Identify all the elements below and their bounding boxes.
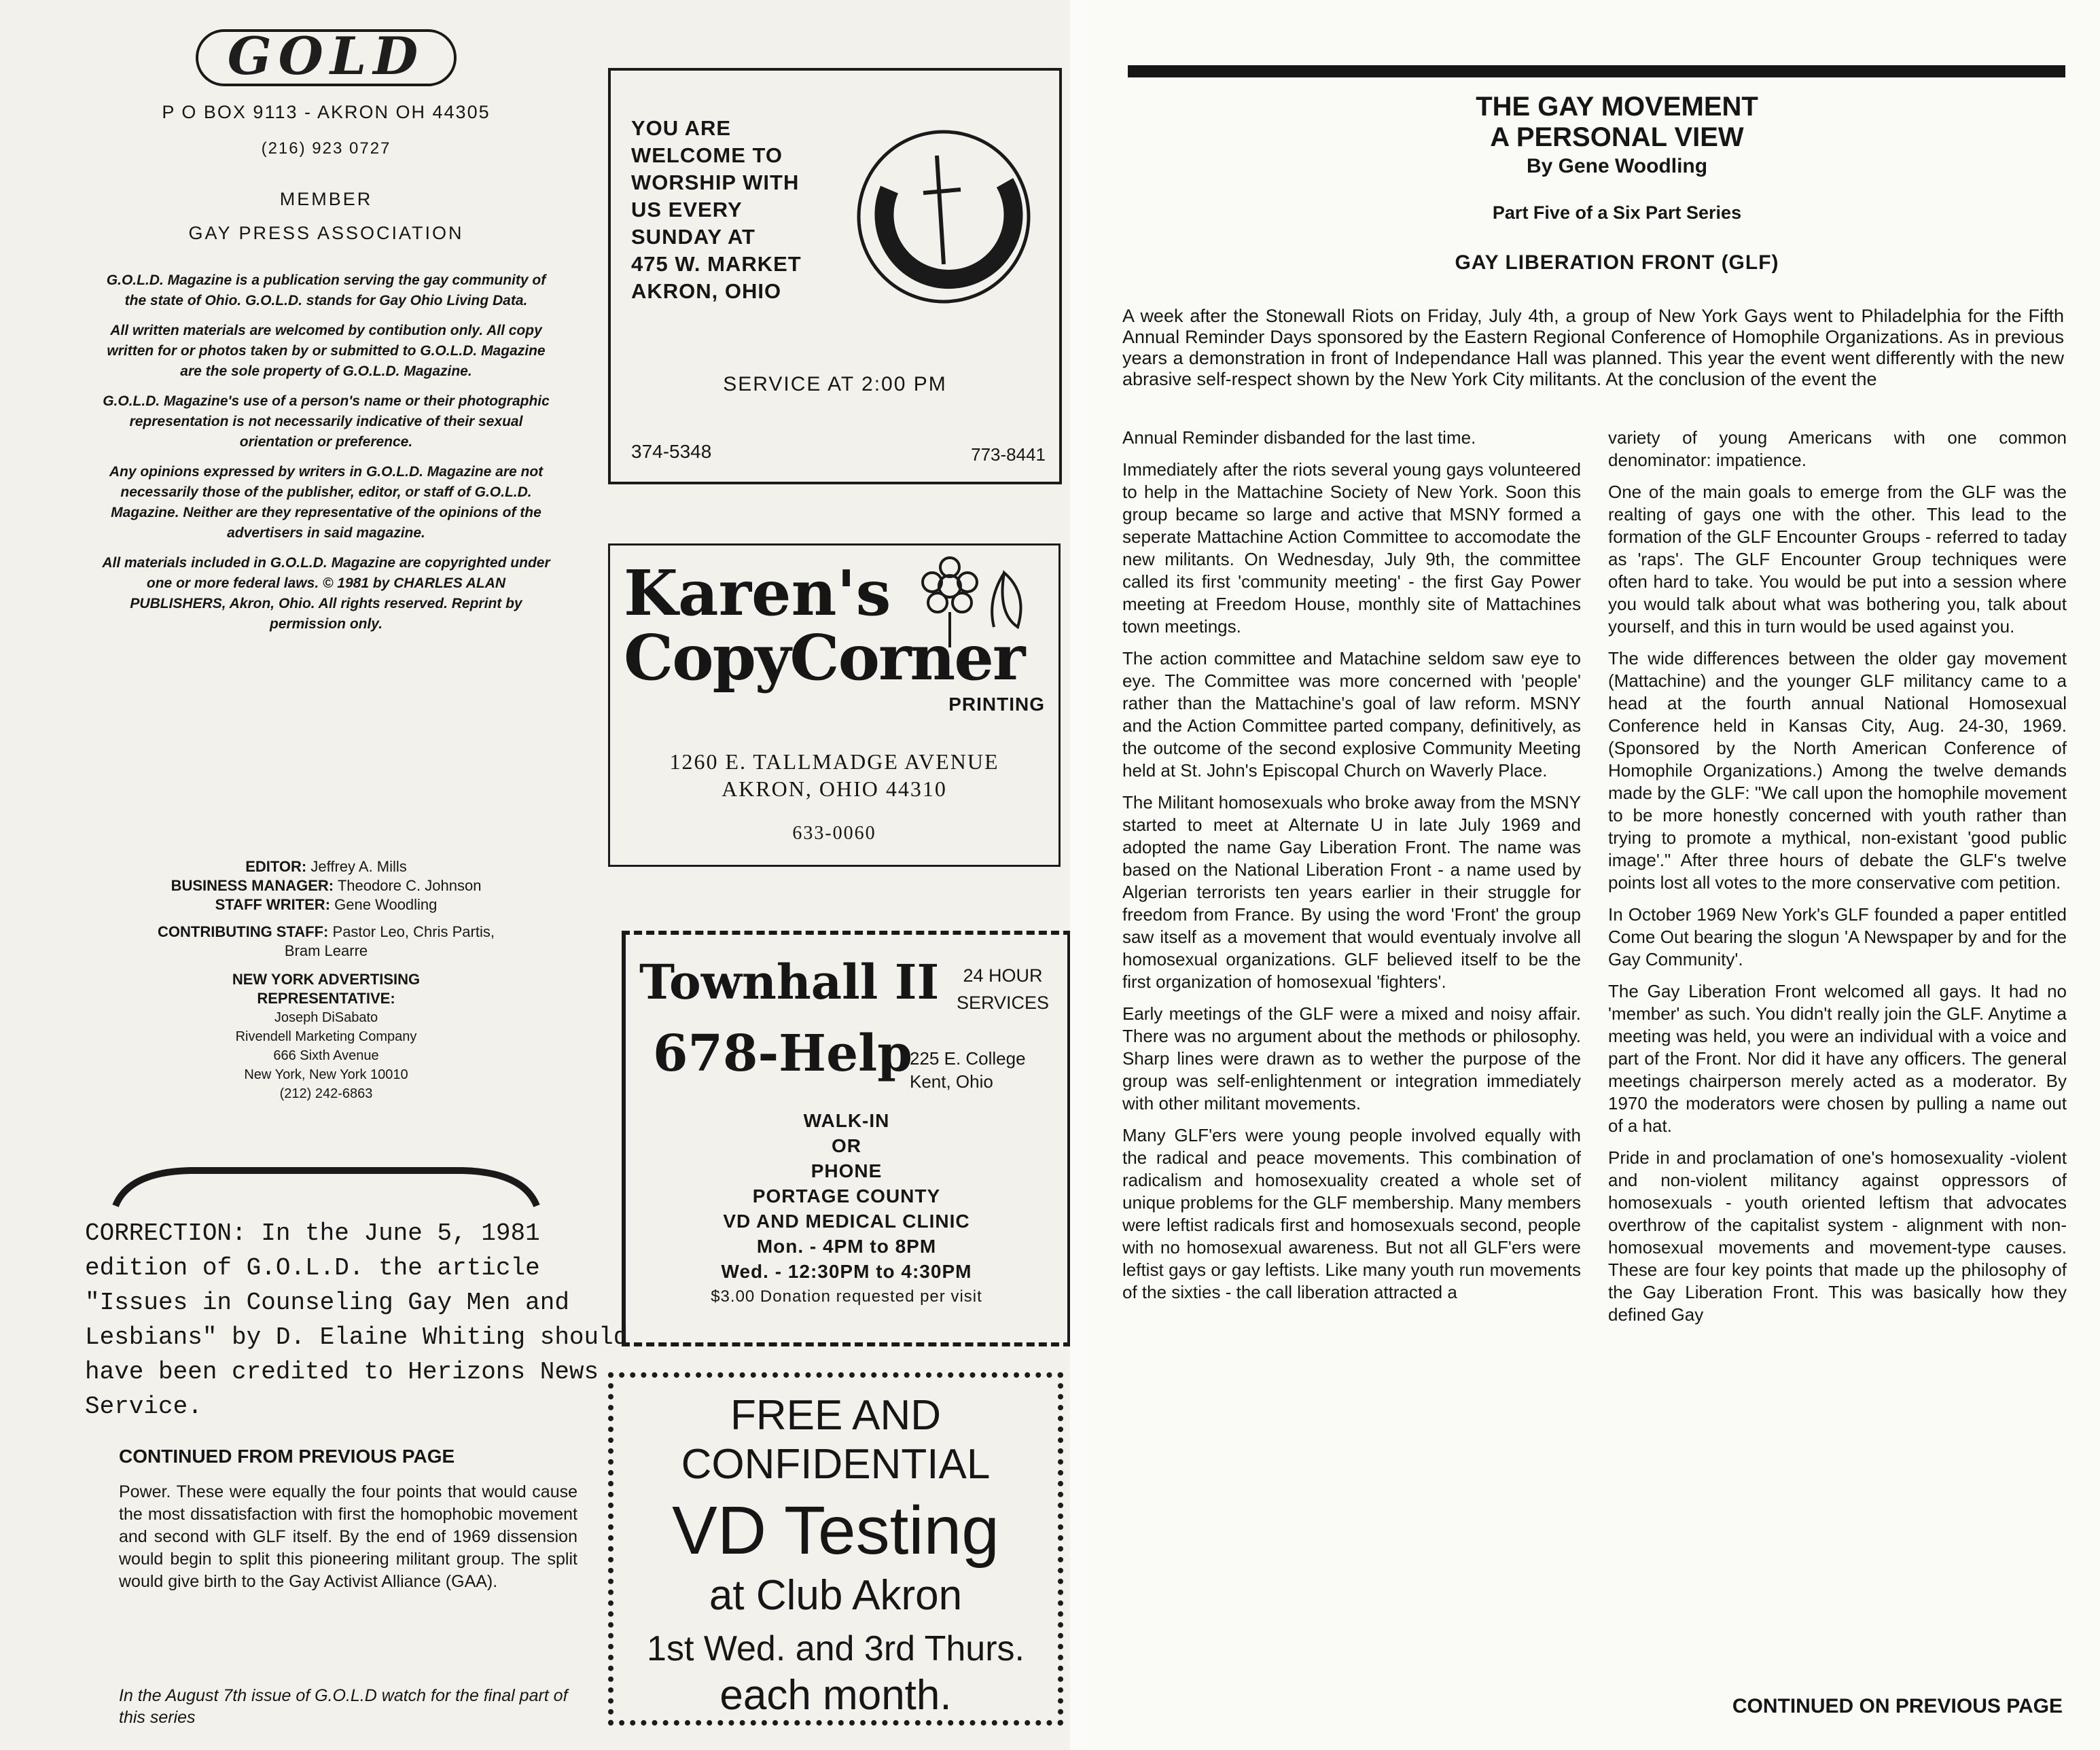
article-column-2 — [1608, 427, 2067, 1336]
editor-credit — [95, 857, 557, 876]
church-ad — [608, 68, 1062, 484]
ny-rep-line-2: Rivendell Marketing Company — [235, 1029, 417, 1044]
church-line-3: WORSHIP WITH — [631, 171, 800, 194]
ny-rep-line-4: New York, New York 10010 — [244, 1067, 408, 1082]
karens-address-1: 1260 E. TALLMADGE AVENUE — [669, 749, 999, 774]
townhall-line-2: OR — [832, 1135, 861, 1156]
col2-para-4: In October 1969 New York's GLF founded a paper entitled Come Out bearing the slogun 'A Newspaper by and for the Gay Community'. — [1608, 904, 2067, 969]
col1-para-5: Early meetings of the GLF were a mixed and noisy affair. There was no argument about the methods or philosophy. Sharp lines were drawn as to wether the purpose of the group was self-enlightenment or integration immediately with other militant movements. — [1122, 1003, 1581, 1113]
notice-5: All materials included in G.O.L.D. Magazine are copyrighted under one or more federal laws. © 1981 by CHARLES ALAN PUBLISHERS, Akron, Ohio. All rights reserved. Reprint by permission only. — [102, 555, 550, 632]
karens-copy-corner-ad — [608, 543, 1061, 867]
townhall-line-4: PORTAGE COUNTY — [752, 1185, 941, 1207]
church-line-2: WELCOME TO — [631, 143, 783, 167]
continued-from-heading: CONTINUED FROM PREVIOUS PAGE — [119, 1446, 455, 1467]
copy-corner-name: CopyCorner — [624, 621, 1025, 694]
townhall-address: 225 E. College Kent, Ohio — [910, 1048, 1026, 1092]
col1-para-3: The action committee and Matachine seldom saw eye to eye. The Committee was more concerned with 'people' rather than the Mattachine's goal of law reform. MSNY and the Action Committee parted company, definitively, as the outcome of the second explosive Community Meeting held at St. John's Episcopal Church on Waverly Place. — [1122, 648, 1581, 781]
church-line-6: 475 W. MARKET — [631, 252, 802, 276]
business-name: Theodore C. Johnson — [337, 877, 482, 894]
correction-notice: CORRECTION: In the June 5, 1981 edition of G.O.L.D. the article "Issues in Counseling Gay Men and Lesbians" by D. Elaine Whiting should have been credited to Herizons News Service. — [85, 1219, 628, 1421]
notice-1: G.O.L.D. Magazine is a publication serving the gay community of the state of Ohio. G.O.L.D. stands for Gay Ohio Living Data. — [106, 272, 546, 308]
col2-para-1: variety of young Americans with one common denominator: impatience. — [1608, 427, 2067, 470]
next-issue-teaser: In the August 7th issue of G.O.L.D watch for the final part of this series — [119, 1686, 568, 1727]
townhall-hours: 24 HOUR SERVICES — [956, 965, 1050, 1013]
church-service-time: SERVICE AT 2:00 PM — [723, 373, 947, 395]
church-line-1: YOU ARE — [631, 116, 732, 140]
staff-label: STAFF WRITER: — [215, 896, 331, 913]
staff-name: Gene Woodling — [334, 896, 438, 913]
business-label: BUSINESS MANAGER: — [171, 877, 334, 894]
staff-credits — [95, 857, 557, 1103]
church-ad-text — [631, 115, 855, 305]
col1-para-4: The Militant homosexuals who broke away from the MSNY started to meet at Alternate U in late July 1969 and adopted the name Gay Liberation Front. The name was based on the National Liberation Front - a name used by Algerian terrorists ten years earlier in their struggle for freedom from France. By using the word 'Front' the group saw itself as a movement that would eventualy involve all homosexual organizations. GLF believed itself to be the first organization of homosexual 'fighters'. — [1122, 792, 1581, 992]
church-line-4: US EVERY — [631, 198, 743, 221]
printing-label: PRINTING — [948, 694, 1045, 715]
ny-rep-line-5: (212) 242-6863 — [279, 1086, 373, 1101]
townhall-details — [626, 1108, 1067, 1309]
gold-logo-text: GOLD — [227, 26, 425, 86]
notice-2: All written materials are welcomed by contibution only. All copy written for or photos taken by or submitted to G.O.L.D. Magazine are the sole property of G.O.L.D. Magazine. — [107, 323, 546, 379]
col2-para-6: Pride in and proclamation of one's homosexuality -violent and non-violent militancy against oppressors of homosexuals - youth oriented leftism that advocates overthrow of the capitalist system - alignment with non-homosexual movements and movement-type causes. These are four key points that made up the philosophy of the Gay Liberation Front. This was basically how they defined Gay — [1608, 1147, 2067, 1325]
townhall-line-3: PHONE — [811, 1160, 883, 1181]
church-logo-icon — [849, 108, 1039, 325]
notice-3: G.O.L.D. Magazine's use of a person's name or their photographic representation is not necessarily indicative of their sexual orientation or preference. — [103, 393, 550, 450]
vd-testing-ad — [608, 1372, 1063, 1726]
right-page — [1087, 0, 2100, 1750]
staff-writer-credit — [95, 895, 557, 914]
article-intro: A week after the Stonewall Riots on Friday, July 4th, a group of New York Gays went to Philadelphia for the Fifth Annual Reminder Days sponsored by the Eastern Regional Conference of Homophile Organizations. As in previous years a demonstration in front of Independance Hall was planned. This year the event went differently with the new abrasive self-respect shown by the New York City militants. At the conclusion of the event the — [1122, 306, 2064, 389]
article-column-1 — [1122, 427, 1581, 1313]
townhall-line-8: $3.00 Donation requested per visit — [711, 1287, 982, 1306]
townhall-line-5: VD AND MEDICAL CLINIC — [723, 1211, 970, 1232]
editor-label: EDITOR: — [245, 858, 307, 875]
vd-line-5: 1st Wed. and 3rd Thurs. — [647, 1629, 1025, 1668]
contrib-credit — [156, 923, 496, 961]
col1-para-1: Annual Reminder disbanded for the last time. — [1122, 427, 1476, 448]
col2-para-5: The Gay Liberation Front welcomed all gays. It had no 'member' as such. You didn't really join the GLF. Anytime a meeting was held, you were an individual with a voice and part of the Front. Nor did it have any officers. The general meetings chairperson merely acted as a moderator. By 1970 the moderators were chosen by pulling a name out of a hat. — [1608, 981, 2067, 1136]
top-rule — [1128, 65, 2065, 77]
vd-line-2: CONFIDENTIAL — [681, 1441, 991, 1488]
townhall-line-1: WALK-IN — [803, 1110, 890, 1131]
townhall-line-6: Mon. - 4PM to 8PM — [756, 1236, 937, 1257]
karens-name: Karen's — [624, 556, 891, 630]
vd-line-6: each month. — [719, 1672, 952, 1719]
arch-divider — [109, 1158, 544, 1213]
article-byline: By Gene Woodling — [1526, 155, 1708, 177]
church-phone-right: 773-8441 — [971, 444, 1046, 465]
editor-name: Jeffrey A. Mills — [310, 858, 407, 875]
series-label: Part Five of a Six Part Series — [1492, 202, 1742, 223]
masthead-notices — [102, 270, 550, 644]
article-title-1: THE GAY MOVEMENT — [1476, 92, 1758, 122]
article-title-2: A PERSONAL VIEW — [1490, 122, 1744, 152]
church-line-7: AKRON, OHIO — [631, 279, 782, 303]
townhall-ad — [622, 931, 1071, 1346]
church-phone-left: 374-5348 — [631, 441, 712, 462]
ny-rep-line-1: Joseph DiSabato — [274, 1010, 378, 1025]
townhall-line-7: Wed. - 12:30PM to 4:30PM — [721, 1261, 972, 1282]
townhall-name: Townhall II — [639, 954, 940, 1010]
col2-para-3: The wide differences between the older gay movement (Mattachine) and the younger GLF militancy came to a head at the fourth annual National Homosexual Conference held in Kansas City, Aug. 24-30, 1969. (Sponsored by the North American Conference of Homophile Organizations.) Among the twelve demands made by the GLF: "We call upon the homophile movement to be more honestly concerned with youth rather than trying to promote a mythical, non-existant 'good public image'." After three hours of debate the GLF's twelve points lost all votes to the more conservative com petition. — [1608, 648, 2067, 893]
business-credit — [95, 876, 557, 895]
vd-line-4: at Club Akron — [709, 1572, 963, 1619]
continued-on-label: CONTINUED ON PREVIOUS PAGE — [1732, 1695, 2063, 1717]
ny-rep-label: NEW YORK ADVERTISING REPRESENTATIVE: — [232, 971, 421, 1007]
karens-phone: 633-0060 — [792, 823, 876, 844]
church-line-5: SUNDAY AT — [631, 225, 755, 249]
section-heading: GAY LIBERATION FRONT (GLF) — [1455, 251, 1779, 274]
vd-line-3: VD Testing — [672, 1493, 999, 1569]
masthead-address: P O BOX 9113 - AKRON OH 44305 — [162, 102, 491, 122]
continued-from-body: Power. These were equally the four points that would cause the most dissatisfaction with first the homophobic movement and second with GLF itself. By the end of 1969 dissension would begin to split this pioneering militant group. The split would give birth to the Gay Activist Alliance (GAA). — [119, 1482, 577, 1591]
member-label: MEMBER — [279, 189, 373, 209]
vd-line-1: FREE AND — [730, 1392, 942, 1439]
association-name: GAY PRESS ASSOCIATION — [188, 223, 464, 243]
ny-rep-line-3: 666 Sixth Avenue — [273, 1048, 379, 1063]
notice-4: Any opinions expressed by writers in G.O.L.D. Magazine are not necessarily those of the publisher, editor, or staff of G.O.L.D. Magazine. Neither are they representative of the opinions of the advertisers in said magazine. — [109, 464, 544, 541]
col1-para-2: Immediately after the riots several young gays volunteered to help in the Mattachine Society of New York. Soon this group became so large and active that MSNY formed a seperate Mattachine Action Committee to accomodate the new militants. On Wednesday, July 9th, the committee called its first 'community meeting' - the first Gay Power meeting at Freedom House, monthly site of Mattachines town meetings. — [1122, 459, 1581, 637]
townhall-help-line: 678-Help — [653, 1024, 913, 1083]
gold-logo — [183, 20, 469, 95]
contrib-names: Pastor Leo, Chris Partis, Bram Learre — [284, 923, 495, 959]
karens-address-2: AKRON, OHIO 44310 — [722, 776, 947, 801]
masthead-phone: (216) 923 0727 — [261, 139, 391, 158]
col2-para-2: One of the main goals to emerge from the GLF was the realting of gays one with the other. This lead to the formation of the GLF Encounter Groups - referred to taday as 'raps'. The GLF Encounter Group techniques were often hard to take. You would be put into a session where you would talk about what was bothering you, talk about yourself, and this in turn would be used against you. — [1608, 482, 2067, 637]
contrib-label: CONTRIBUTING STAFF: — [158, 923, 329, 940]
col1-para-6: Many GLF'ers were young people involved equally with the radical and peace movements. This combination of radicalism and homosexuality created a whole set of unique problems for the GLF membership. Many members were leftist radicals first and homosexuals second, people with no homosexual awareness. But not all GLF'ers were leftist gays or gay leftists. Like many youth run movements of the sixties - the call liberation attracted a — [1122, 1125, 1581, 1302]
